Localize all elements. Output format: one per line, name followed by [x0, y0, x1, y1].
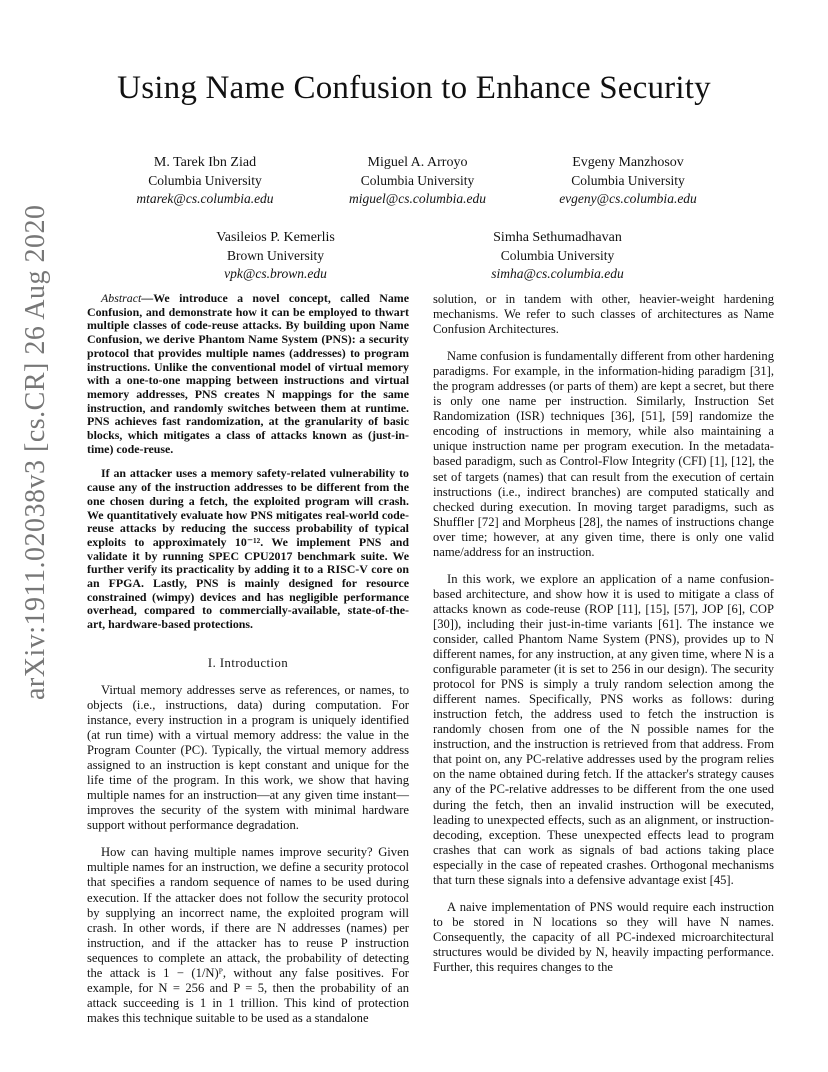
- body-paragraph: In this work, we explore an application of a name confusion-based architecture, and show how it is used to mitigate a class of attacks known as code-reuse (ROP [11], [15], [57], JOP [6], COP [30]), including their just-in-time variants [61]. The instance we consider, called Phantom Name System (PNS), provides up to N different names, for any instruction, at any given time, where N is a configurable parameter (it is set to 256 in our design). The security protocol for PNS is simply a truly random selection among the different names. Specifically, PNS works as follows: during instruction fetch, the address used to fetch the instruction is randomly chosen from one of the N possible names for the instruction, and the instruction is retrieved from that address. From that point on, any PC-relative addresses used by the program relies on the name obtained during fetch. If the attacker's strategy causes any of the PC-relative addresses to be different from the one used during the fetch, then an invalid instruction will be executed, leading to unexpected effects, such as an alignment, or instruction-decoding, exception. These unexpected effects lead to program crashes that can work as signals of bad actions taking place especially in the case of repeated crashes. Orthogonal mechanisms that turn these signals into a defensive advantage exist [45].: [433, 571, 774, 887]
- author-block: [538, 154, 718, 208]
- author-name: Vasileios P. Kemerlis: [216, 230, 335, 245]
- body-paragraph: How can having multiple names improve security? Given multiple names for an instruction, we define a security protocol that specifies a random sequence of names to be used during execution. If the attacker does not follow the security protocol by supplying an incorrect name, the exploited program will crash. In other words, if there are N addresses (names) per instruction, and if the attacker has to reuse P instruction sequences to complete an attack, the probability of detecting the attack is 1 − (1/N)ᴾ, without any false positives. For example, for N = 256 and P = 5, then the probability of an attack succeeding is 1 in 1 trillion. This kind of protection makes this technique suitable to be used as a standalone: [87, 845, 409, 1025]
- body-paragraph: solution, or in tandem with other, heavier-weight hardening mechanisms. We refer to such classes of architectures as Name Confusion Architectures.: [433, 292, 774, 337]
- author-affiliation: Columbia University: [500, 248, 615, 263]
- abstract-paragraph: If an attacker uses a memory safety-related vulnerability to cause any of the instruction addresses to be different from the one chosen during a fetch, the exploited program will crash. We quantitatively evaluate how PNS mitigates real-world code-reuse attacks by reducing the success probability of typical exploits to approximately 10⁻¹². We implement PNS and validate it by running SPEC CPU2017 benchmark suite. We further verify its practicality by adding it to a RISC-V core on an FPGA. Lastly, PNS is mainly designed for resource constrained (wimpy) devices and has negligible performance overhead, compared to commercially-available, state-of-the-art, hardware-based protections.: [87, 466, 409, 632]
- abstract: [87, 292, 409, 632]
- author-affiliation: Columbia University: [148, 173, 262, 188]
- author-block: [330, 154, 505, 208]
- author-block: [188, 229, 363, 283]
- abstract-label: Abstract: [101, 291, 142, 305]
- author-block: [120, 154, 290, 208]
- author-email: mtarek@cs.columbia.edu: [136, 191, 274, 206]
- body-paragraph: Virtual memory addresses serve as references, or names, to objects (i.e., instructions, data) during computation. For instance, every instruction in a program is uniquely identified (at run time) with a virtual memory address: the value in the Program Counter (PC). Typically, the virtual memory address assigned to an instruction is kept constant and unique for the life time of the program. In this work, we show that having multiple names for an instruction—at any given time instant—improves the security of the system with minimal hardware support without performance degradation.: [87, 682, 409, 833]
- body-paragraph: Name confusion is fundamentally different from other hardening paradigms. For example, in the information-hiding paradigm [31], the program addresses (or parts of them) are kept a secret, but there is only one name per instruction. Similarly, Instruction Set Randomization (ISR) techniques [36], [51], [59] randomize the encoding of instructions in memory, while also maintaining a unique instruction name per program execution. In the metadata-based paradigm, such as Control-Flow Integrity (CFI) [1], [12], the set of targets (names) that can result from the execution of certain instructions (i.e., indirect branches) are computed statically and checked during execution. In moving target paradigms, such as Shuffler [72] and Morpheus [28], the names of instructions change over time; however, at any given time, there is only one valid name/address for an instruction.: [433, 349, 774, 559]
- author-name: Simha Sethumadhavan: [493, 230, 622, 245]
- author-affiliation: Brown University: [226, 248, 325, 263]
- paper-title: Using Name Confusion to Enhance Security: [117, 70, 711, 106]
- author-name: Miguel A. Arroyo: [367, 155, 468, 170]
- author-name: Evgeny Manzhosov: [572, 155, 684, 170]
- author-name: M. Tarek Ibn Ziad: [153, 155, 257, 170]
- body-paragraph: A naive implementation of PNS would require each instruction to be stored in N locations so they will have N names. Consequently, the capacity of all PC-indexed microarchitectural structures would be divided by N, heavily impacting performance. Further, this requires changes to the: [433, 899, 774, 974]
- author-email: simha@cs.columbia.edu: [491, 266, 624, 281]
- arxiv-sidebar: arXiv:1911.02038v3 [cs.CR] 26 Aug 2020: [20, 204, 51, 700]
- author-email: vpk@cs.brown.edu: [224, 266, 327, 281]
- author-affiliation: Columbia University: [360, 173, 475, 188]
- author-email: miguel@cs.columbia.edu: [349, 191, 486, 206]
- section-heading: I. Introduction: [207, 655, 289, 670]
- author-affiliation: Columbia University: [571, 173, 685, 188]
- author-email: evgeny@cs.columbia.edu: [559, 191, 697, 206]
- right-column: [433, 292, 774, 987]
- abstract-paragraph: [87, 292, 409, 456]
- author-block: [465, 229, 650, 283]
- abstract-text: —We introduce a novel concept, called Name Confusion, and demonstrate how it can be employed to thwart multiple classes of code-reuse attacks. By building upon Name Confusion, we derive Phantom Name System (PNS): a security protocol that provides multiple names (addresses) to program instructions. Unlike the conventional model of virtual memory with a one-to-one mapping between instructions and virtual memory addresses, PNS creates N mappings for the same instruction, and randomly switches between them at runtime. PNS achieves fast randomization, at the granularity of basic blocks, which mitigates a class of attacks known as (just-in-time) code-reuse.: [87, 291, 409, 456]
- left-column: [87, 292, 409, 1038]
